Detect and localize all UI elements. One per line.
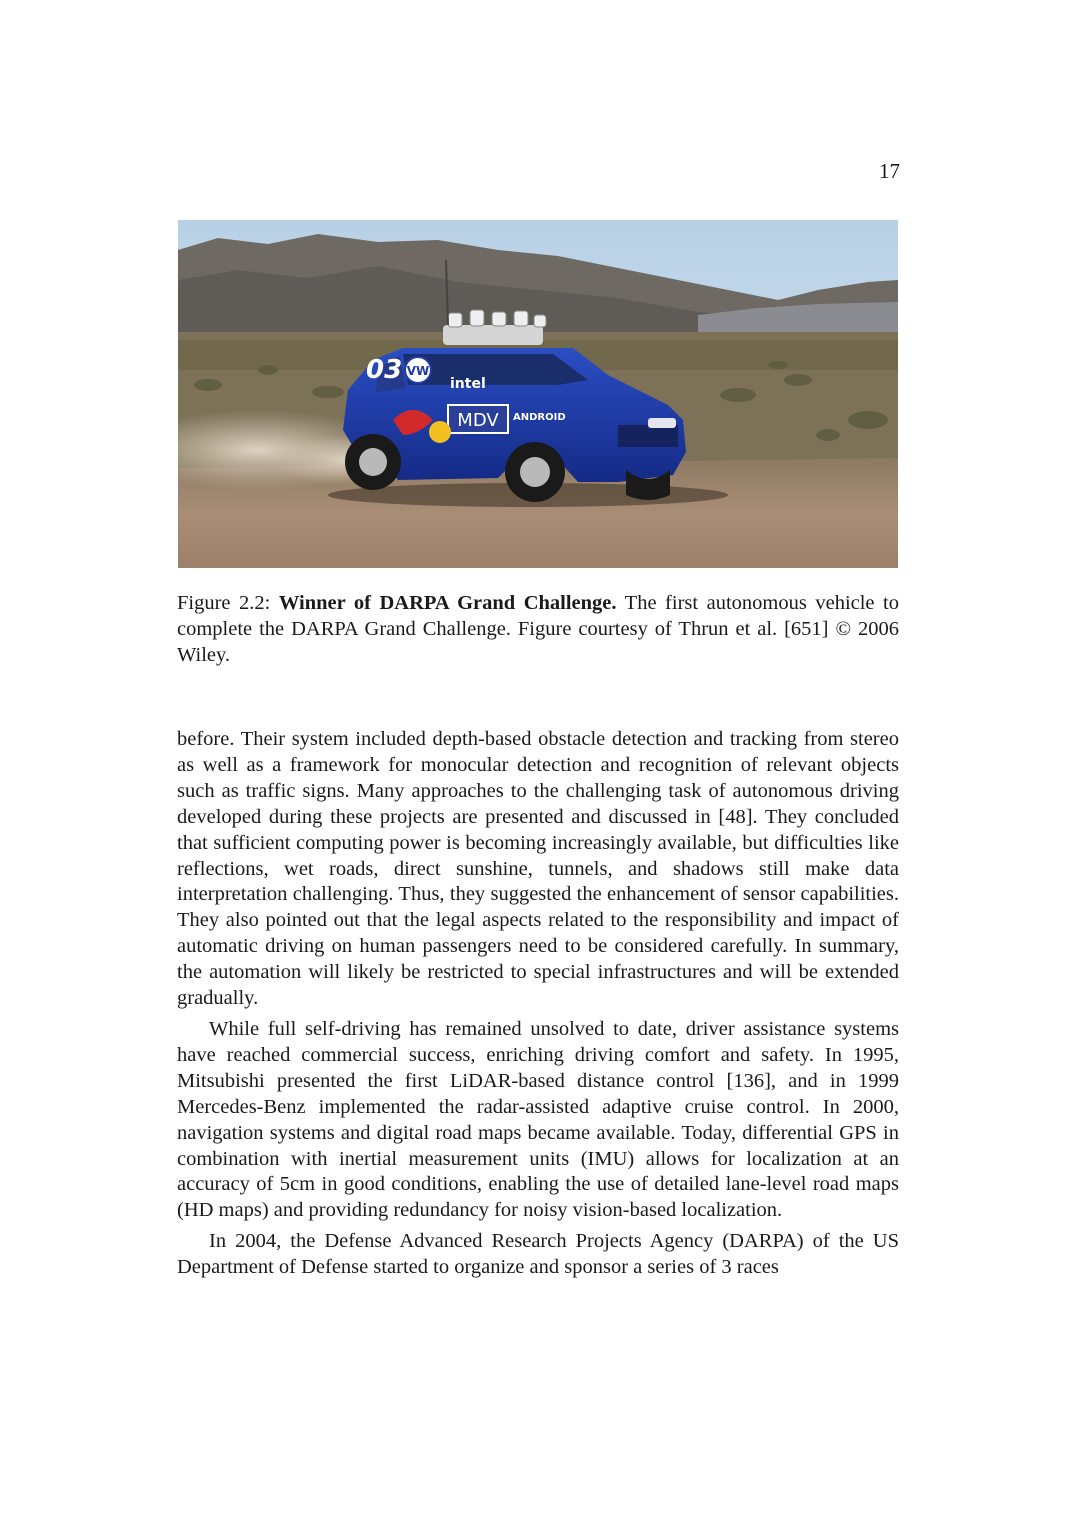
body-text bbox=[177, 727, 899, 1286]
desert-vehicle-illustration bbox=[178, 220, 898, 568]
paragraph: In 2004, the Defense Advanced Research Projects Agency (DARPA) of the US Department of Defense started to organize and sponsor a series of 3 races bbox=[177, 1230, 899, 1279]
page-number: 17 bbox=[879, 159, 900, 183]
android-logo: ANDROID bbox=[513, 412, 566, 423]
front-grille bbox=[618, 425, 678, 447]
roof-rack bbox=[443, 325, 543, 345]
rear-wheel bbox=[345, 434, 401, 490]
car-number: 03 bbox=[366, 355, 403, 385]
red-bull-sun bbox=[429, 421, 451, 443]
paragraph: While full self-driving has remained unsolved to date, driver assistance systems have reached commercial success, enriching driving comfort and safety. In 1995, Mitsubishi presented the first LiDAR-based distance control [136], and in 1999 Mercedes-Benz implemented the radar-assisted adaptive cruise control. In 2000, navigation systems and digital road maps became available. Today, differential GPS in combination with inertial measurement units (IMU) allows for localization at an accuracy of 5cm in good conditions, enabling the use of detailed lane-level road maps (HD maps) and providing redundancy for noisy vision-based localization. bbox=[177, 1017, 899, 1222]
intel-logo: intel bbox=[450, 376, 486, 392]
paragraph: before. Their system included depth-based obstacle detection and tracking from stereo as well as a framework for monocular detection and recognition of relevant objects such as traffic signs. Many approaches to the challenging task of autonomous driving developed during these projects are presented and discussed in [48]. They concluded that sufficient computing power is becoming increasingly available, but difficulties like reflections, wet roads, direct sunshine, tunnels, and shadows still make data interpretation challenging. Thus, they suggested the enhancement of sensor capabilities. They also pointed out that the legal aspects related to the responsibility and impact of automatic driving on human passengers need to be considered carefully. In summary, the automation will likely be restricted to special infrastructures and will be extended gradually. bbox=[177, 728, 899, 1010]
headlight bbox=[648, 418, 676, 428]
figure-caption bbox=[177, 590, 899, 668]
front-wheel bbox=[505, 442, 565, 502]
mdv-logo: MDV bbox=[457, 410, 499, 431]
figure-photo bbox=[178, 220, 898, 568]
caption-title: Winner of DARPA Grand Challenge. bbox=[278, 592, 617, 614]
caption-text: The first autonomous vehicle to complete the DARPA Grand Challenge. Figure courtesy of Thrun et al. [651] © 2006 Wiley. bbox=[177, 592, 899, 666]
caption-label: Figure 2.2: bbox=[177, 592, 279, 614]
vw-logo-text: VW bbox=[406, 364, 430, 378]
